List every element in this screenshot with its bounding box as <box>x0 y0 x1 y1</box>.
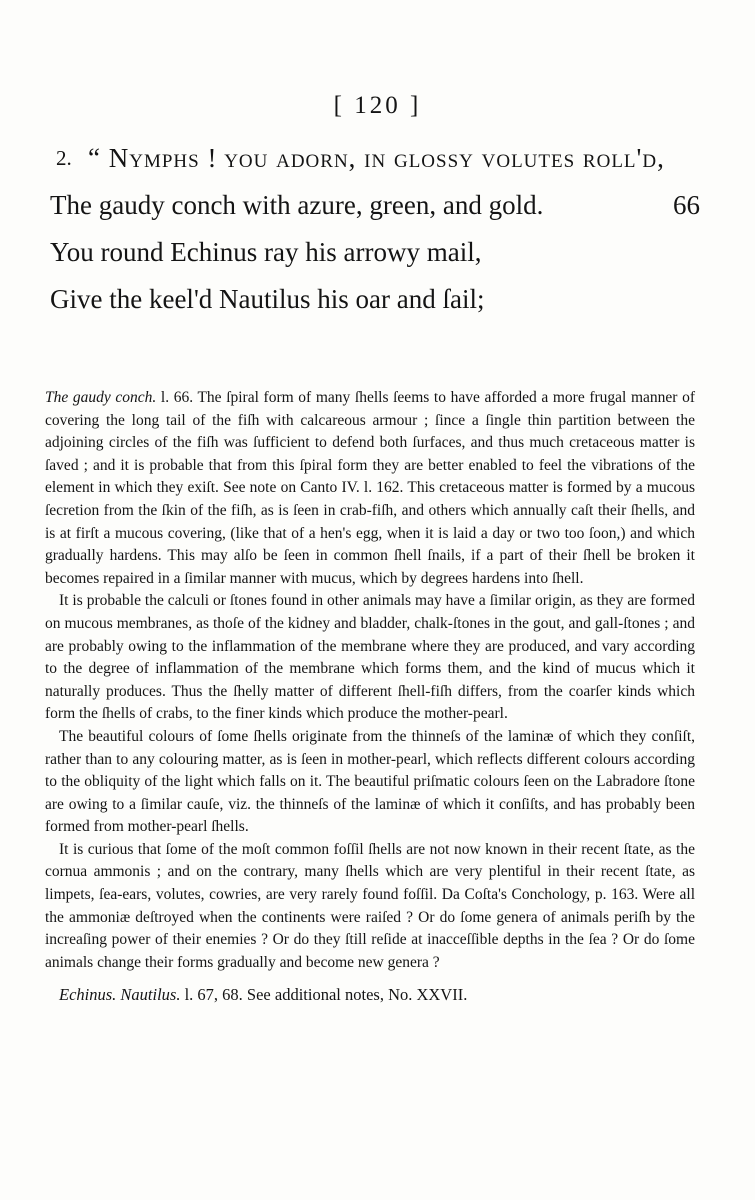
verse-line-2-text: The gaudy conch with azure, green, and gold. <box>50 190 544 220</box>
footnotes <box>45 387 695 1007</box>
verse-line-1-text: you adorn, in gloſſy volutes roll'd, <box>224 143 665 173</box>
verse-number: 2. <box>56 146 72 170</box>
verse-line-3-text: You round Echinus ray his arrowy mail, <box>50 237 482 267</box>
note-paragraph-5 <box>45 984 695 1007</box>
note-paragraph-3: The beautiful colours of ſome ſhells originate from the thinneſs of the laminæ of which they conſiſt, rather than to any colouring matter, as is ſeen in mother-pearl, which reflects different colours according to the obliquity of the light which falls on it. The beautiful priſmatic colours ſeen on the Labradore ſtone are owing to a ſimilar cauſe, viz. the thinneſs of the laminæ of which it conſiſts, and has probably been formed from mother-pearl ſhells. <box>45 727 695 836</box>
verse-line-1-caps: “ Nymphs ! <box>88 143 218 173</box>
verse-line-4 <box>50 276 700 323</box>
note-paragraph-4: It is curious that ſome of the moſt common foſſil ſhells are not now known in their recent ſtate, as the cornua ammonis ; and on the contrary, many ſhells which are very plentiful in their recent ſtate, as limpets, ſea-ears, volutes, cowries, are very rarely found foſſil. Da Coſta's Conchology, p. 163. Were all the ammoniæ deſtroyed when the continents were raiſed ? Or do ſome genera of animals periſh by the increaſing power of their enemies ? Or do they ſtill reſide at inacceſſible depths in the ſea ? Or do ſome animals change their forms gradually and become new genera ? <box>45 840 695 971</box>
note-1-reference: The gaudy conch. <box>45 389 157 406</box>
note-paragraph-2: It is probable the calculi or ſtones found in other animals may have a ſimilar origin, as they are formed on mucous membranes, as thoſe of the kidney and bladder, chalk-ſtones in the gout, and gall-ſtones ; and are probably owing to the inflammation of the membrane where they are produced, and vary according to the degree of inflammation of the membrane which forms them, and the kind of mucus which it naturally produces. Thus the ſhelly matter of different ſhell-fiſh differs, from the coarſer kinds which form the ſhells of crabs, to the finer kinds which produce the mother-pearl. <box>45 592 695 723</box>
note-5-reference: Echinus. Nautilus. <box>59 985 181 1005</box>
note-5-text: l. 67, 68. See additional notes, No. XXVII. <box>180 985 468 1005</box>
verse-block <box>50 135 700 323</box>
page-number: [ 120 ] <box>333 92 422 119</box>
verse-line-4-text: Give the keel'd Nautilus his oar and ſail; <box>50 284 485 314</box>
verse-line-1 <box>50 135 700 182</box>
verse-line-2 <box>50 182 700 229</box>
verse-line-number: 66 <box>673 190 700 220</box>
note-paragraph-1 <box>45 387 695 590</box>
verse-line-3 <box>50 229 700 276</box>
note-1-text: l. 66. The ſpiral form of many ſhells ſeems to have afforded a more frugal manner of covering the long tail of the fiſh with calcareous armour ; ſince a ſingle thin partition between the adjoining circles of the fiſh was ſufficient to defend both ſurfaces, and thus much cretaceous matter is ſaved ; and it is probable that from this ſpiral form they are better enabled to feel the vibrations of the element in which they exiſt. See note on Canto IV. l. 162. This cretaceous matter is formed by a mucous ſecretion from the ſkin of the fiſh, as is ſeen in crab-fiſh, and others which annually caſt their ſhells, and is at firſt a mucous covering, (like that of a hen's egg, when it is laid a day or two too ſoon,) and which gradually hardens. This may alſo be ſeen in common ſhell ſnails, if a part of their ſhell be broken it becomes repaired in a ſimilar manner with mucus, which by degrees hardens into ſhell. <box>45 389 695 587</box>
